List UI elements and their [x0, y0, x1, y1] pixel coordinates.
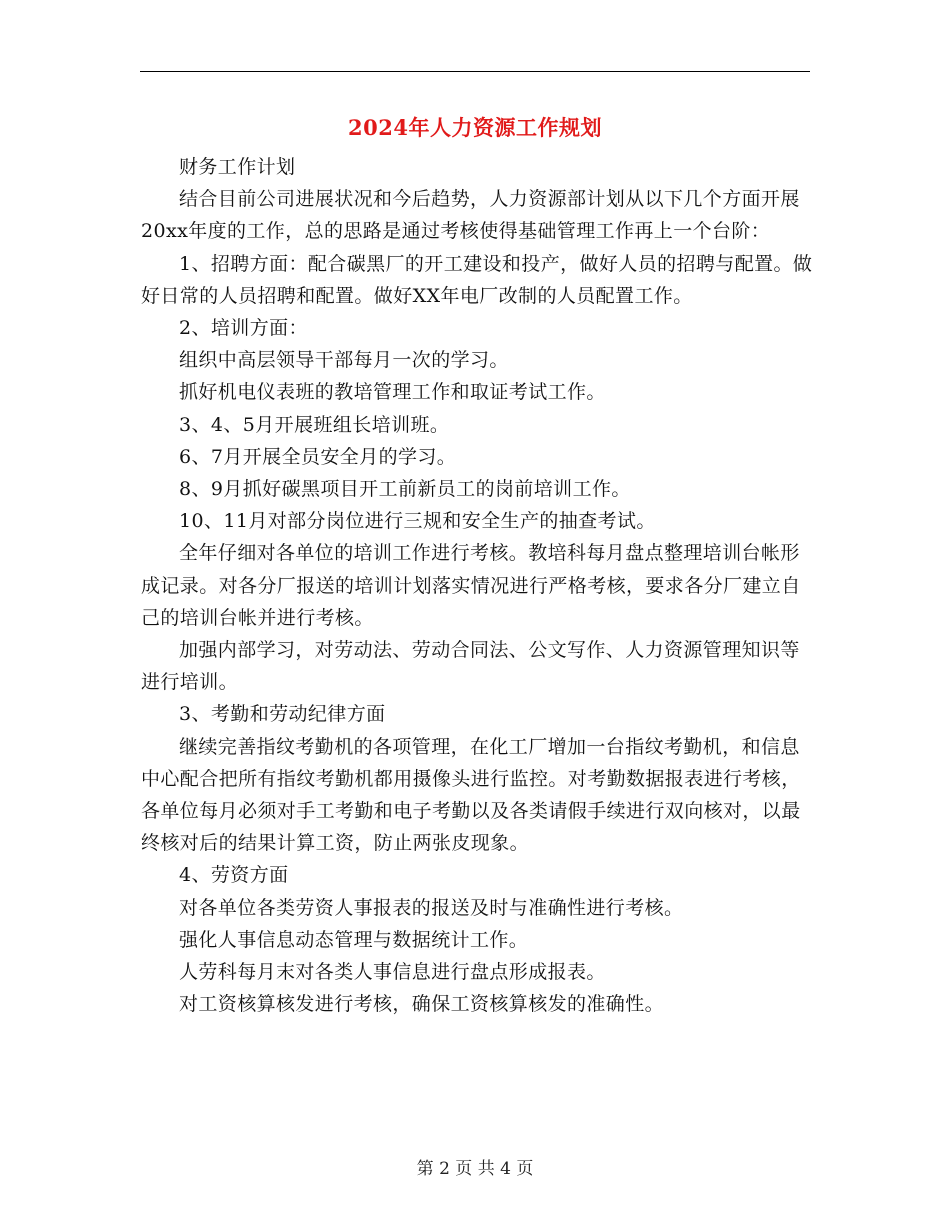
paragraph: 3、考勤和劳动纪律方面	[179, 703, 386, 726]
header-rule	[140, 71, 810, 72]
paragraph: 加强内部学习，对劳动法、劳动合同法、公文写作、人力资源管理知识等进行培训。	[141, 639, 800, 694]
document-title: 2024年人力资源工作规划	[348, 115, 602, 140]
paragraph: 抓好机电仪表班的教培管理工作和取证考试工作。	[179, 381, 606, 404]
paragraph: 强化人事信息动态管理与数据统计工作。	[179, 928, 529, 951]
paragraph: 继续完善指纹考勤机的各项管理，在化工厂增加一台指纹考勤机，和信息中心配合把所有指纹考勤机都用摄像头进行监控。对考勤数据报表进行考核，各单位每月必须对手工考勤和电子考勤以及各类请假手续进行双向核对，以最终核对后的结果计算工资，防止两张皮现象。	[141, 735, 801, 855]
paragraph: 全年仔细对各单位的培训工作进行考核。教培科每月盘点整理培训台帐形成记录。对各分厂报送的培训计划落实情况进行严格考核，要求各分厂建立自己的培训台帐并进行考核。	[141, 542, 801, 629]
paragraph: 1、招聘方面：配合碳黑厂的开工建设和投产，做好人员的招聘与配置。做好日常的人员招聘和配置。做好XX年电厂改制的人员配置工作。	[141, 252, 813, 307]
document-body	[141, 151, 813, 1020]
page-number: 第 2 页 共 4 页	[416, 1159, 534, 1179]
paragraph: 4、劳资方面	[179, 864, 289, 887]
paragraph: 结合目前公司进展状况和今后趋势，人力资源部计划从以下几个方面开展20xx年度的工作，总的思路是通过考核使得基础管理工作再上一个台阶：	[141, 188, 800, 243]
paragraph: 组织中高层领导干部每月一次的学习。	[179, 349, 509, 372]
paragraph: 2、培训方面：	[179, 317, 308, 340]
paragraph: 对各单位各类劳资人事报表的报送及时与准确性进行考核。	[179, 896, 684, 919]
paragraph: 人劳科每月末对各类人事信息进行盘点形成报表。	[179, 961, 606, 984]
paragraph: 10、11月对部分岗位进行三规和安全生产的抽查考试。	[179, 510, 656, 533]
paragraph: 6、7月开展全员安全月的学习。	[179, 445, 457, 468]
paragraph: 3、4、5月开展班组长培训班。	[179, 413, 450, 436]
paragraph: 对工资核算核发进行考核，确保工资核算核发的准确性。	[179, 993, 665, 1016]
paragraph: 8、9月抓好碳黑项目开工前新员工的岗前培训工作。	[179, 478, 631, 501]
paragraph: 财务工作计划	[179, 156, 296, 178]
